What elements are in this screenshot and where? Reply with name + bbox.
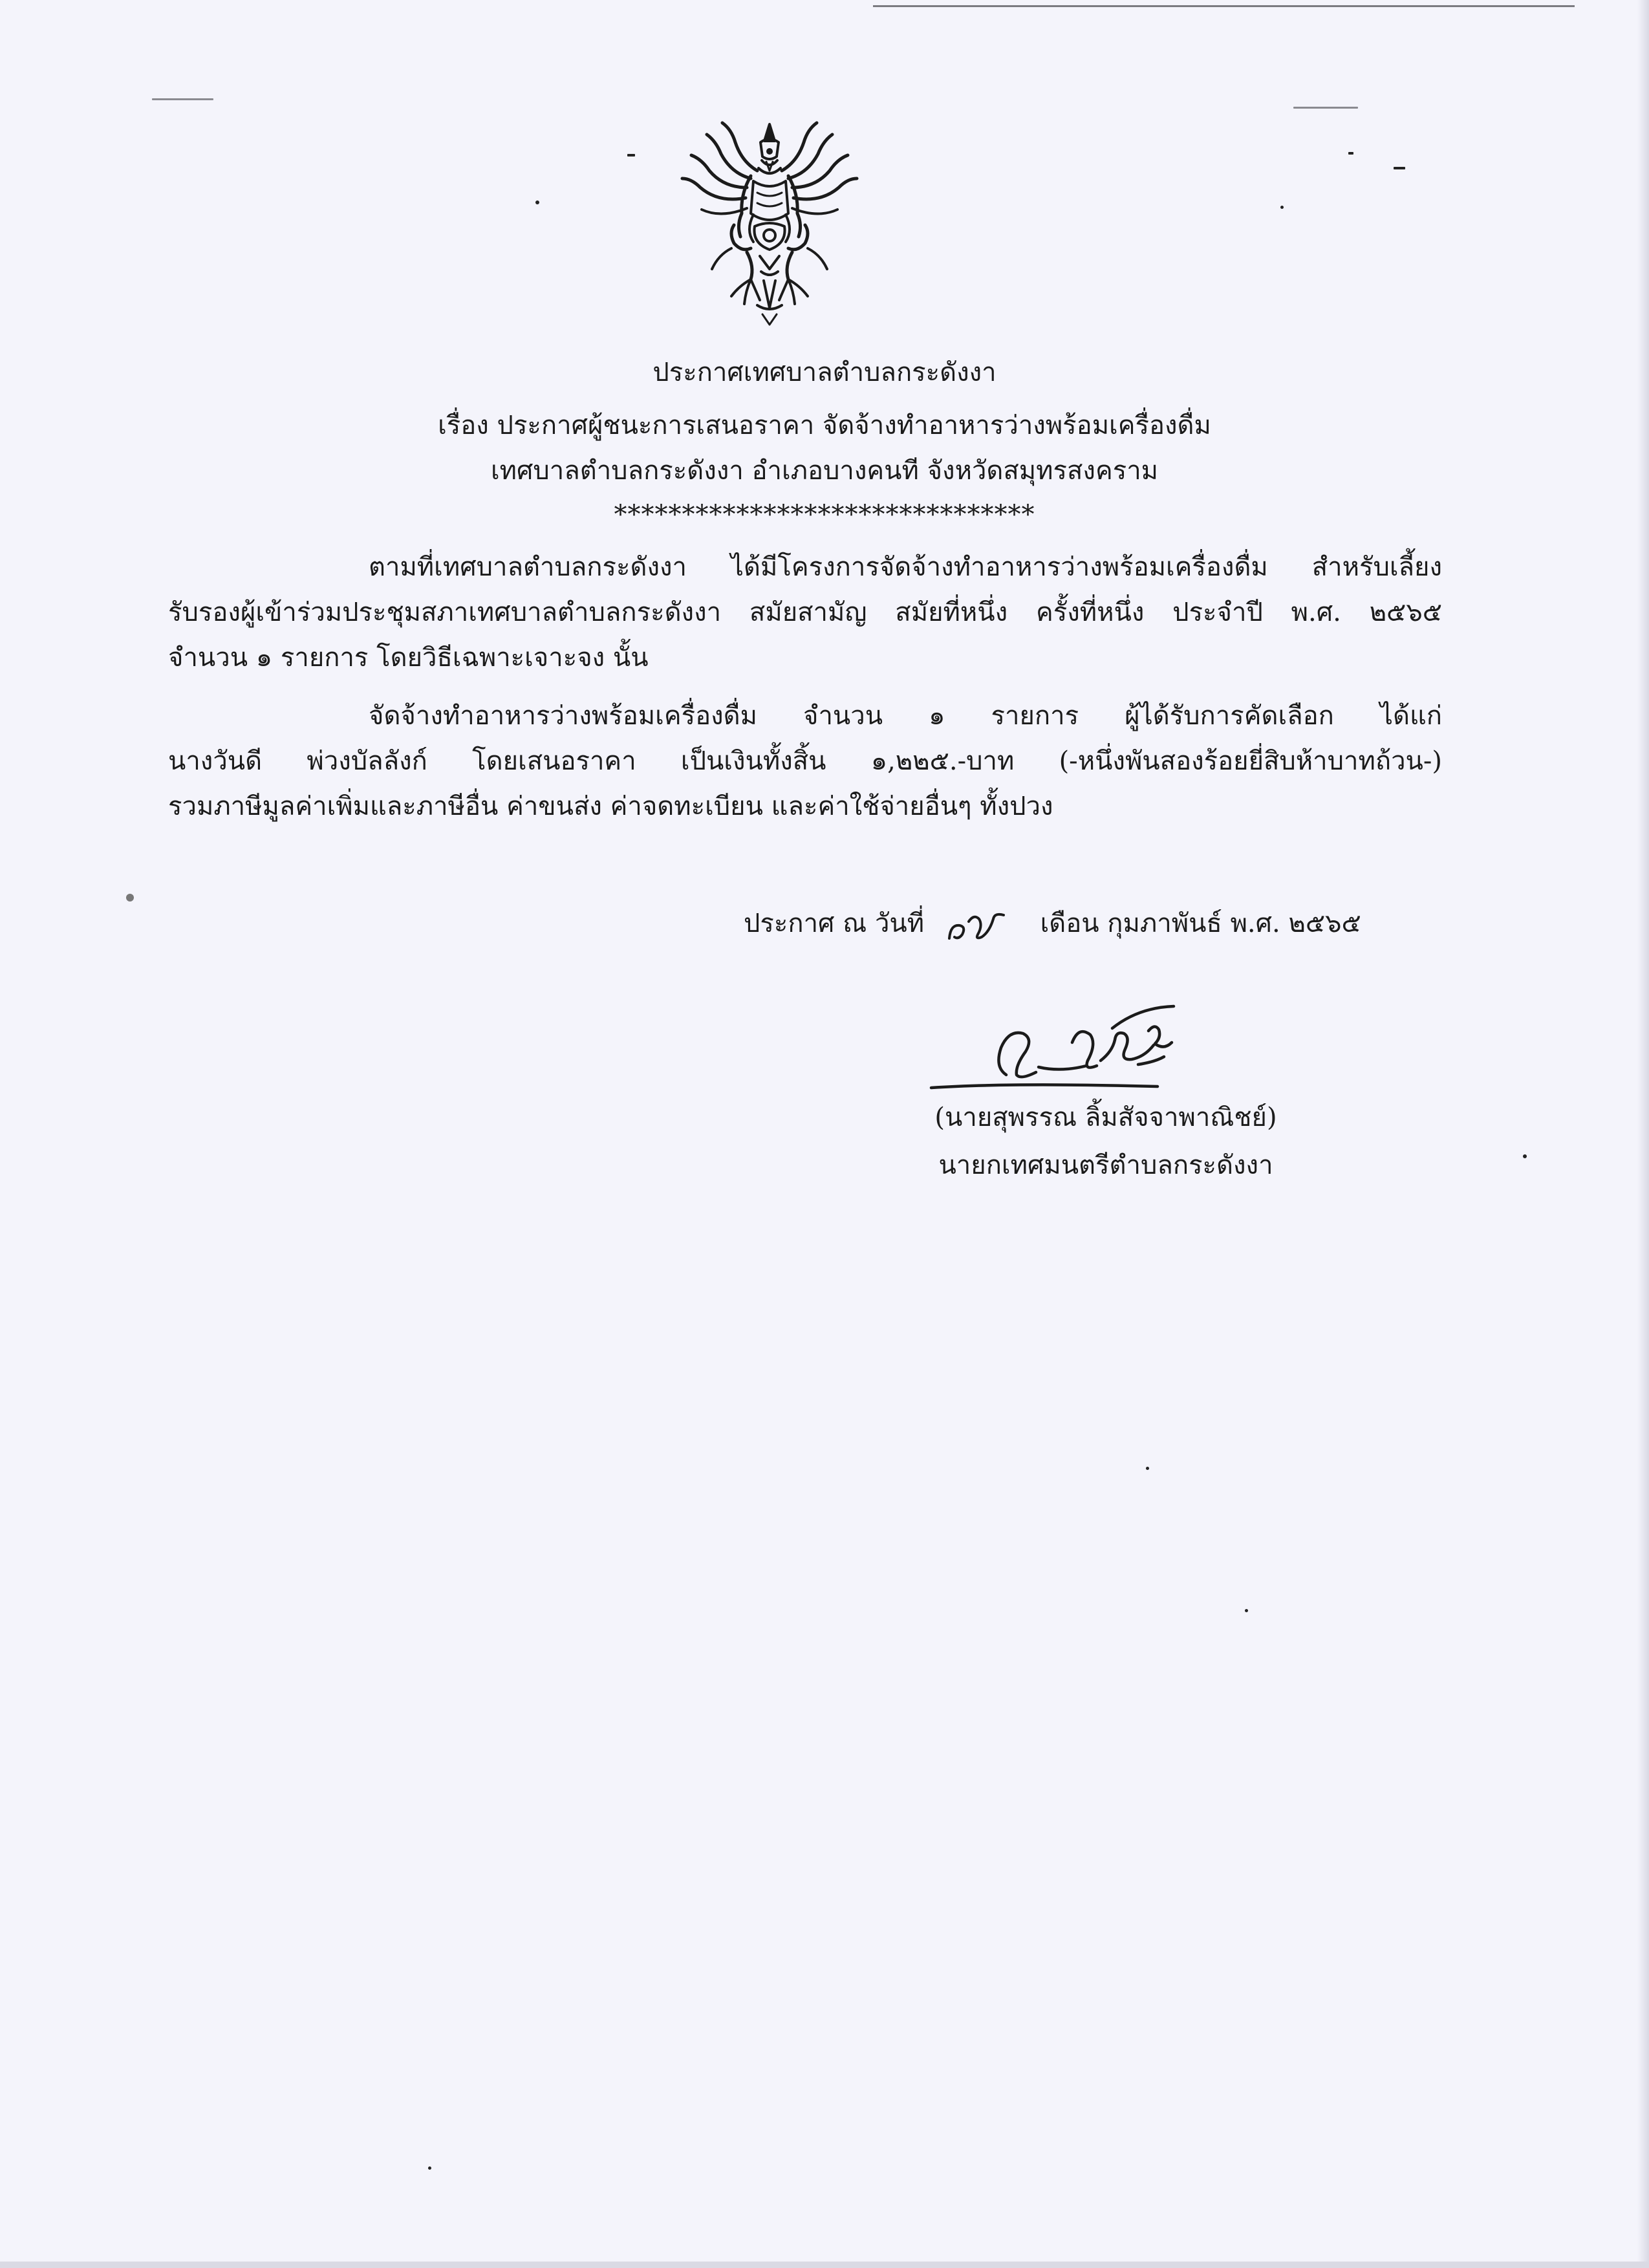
date-prefix: ประกาศ ณ วันที่	[744, 909, 925, 938]
scan-speck	[428, 2166, 431, 2170]
handwritten-day-mark	[944, 907, 1009, 944]
scan-speck	[152, 98, 213, 100]
signer-name: (นายสุพรรณ ลิ้มสัจจาพาณิชย์)	[934, 1103, 1277, 1132]
body-paragraph-1	[168, 545, 1442, 680]
scan-speck	[1293, 107, 1358, 109]
paragraph-1-line-3: จำนวน ๑ รายการ โดยวิธีเฉพาะเจาะจง นั้น	[168, 643, 649, 673]
scan-speck	[627, 154, 635, 157]
signer-position: นายกเทศมนตรีตำบลกระดังงา	[938, 1150, 1273, 1180]
announcement-date	[744, 905, 1373, 944]
scan-speck	[1523, 1154, 1527, 1158]
body-paragraph-2	[168, 693, 1442, 829]
scan-speck	[1394, 167, 1405, 169]
paragraph-1-line-1: ตามที่เทศบาลตำบลกระดังงา ได้มีโครงการจัดจ้างทำอาหารว่างพร้อมเครื่องดื่ม สำหรับเลี้ยง	[369, 552, 1442, 582]
scan-speck	[1245, 1609, 1248, 1612]
scan-speck	[1348, 152, 1353, 155]
scan-edge-top	[873, 5, 1575, 7]
scan-edge-right	[1637, 0, 1649, 2268]
scan-speck	[535, 200, 539, 204]
paragraph-2-line-2: นางวันดี พ่วงบัลลังก์ โดยเสนอราคา เป็นเงินทั้งสิ้น ๑,๒๒๕.-บาท (-หนึ่งพันสองร้อยยี่สิบห้าบาทถ้วน-)	[168, 746, 1442, 776]
scan-speck	[1280, 206, 1284, 209]
date-month-year: เดือน กุมภาพันธ์ พ.ศ. ๒๕๖๕	[1040, 909, 1361, 938]
header-subject: เรื่อง ประกาศผู้ชนะการเสนอราคา จัดจ้างทำอาหารว่างพร้อมเครื่องดื่ม	[438, 411, 1211, 440]
garuda-emblem-icon	[669, 116, 870, 330]
paragraph-2-line-3: รวมภาษีมูลค่าเพิ่มและภาษีอื่น ค่าขนส่ง ค่าจดทะเบียน และค่าใช้จ่ายอื่นๆ ทั้งปวง	[168, 792, 1053, 821]
header-separator: *******************************	[614, 500, 1035, 530]
scan-edge-bottom	[0, 2262, 1649, 2268]
signature-mark	[918, 989, 1255, 1099]
paragraph-2-line-1: จัดจ้างทำอาหารว่างพร้อมเครื่องดื่ม จำนวน ๑ รายการ ผู้ได้รับการคัดเลือก ได้แก่	[369, 701, 1442, 731]
scan-speck	[126, 894, 134, 902]
header-location: เทศบาลตำบลกระดังงา อำเภอบางคนที จังหวัดสมุทรสงคราม	[490, 456, 1159, 486]
header-agency-title: ประกาศเทศบาลตำบลกระดังงา	[652, 358, 997, 387]
scan-speck	[1146, 1467, 1149, 1470]
paragraph-1-line-2: รับรองผู้เข้าร่วมประชุมสภาเทศบาลตำบลกระดังงา สมัยสามัญ สมัยที่หนึ่ง ครั้งที่หนึ่ง ประจำปี พ.ศ. ๒๕๖๕	[168, 598, 1442, 627]
